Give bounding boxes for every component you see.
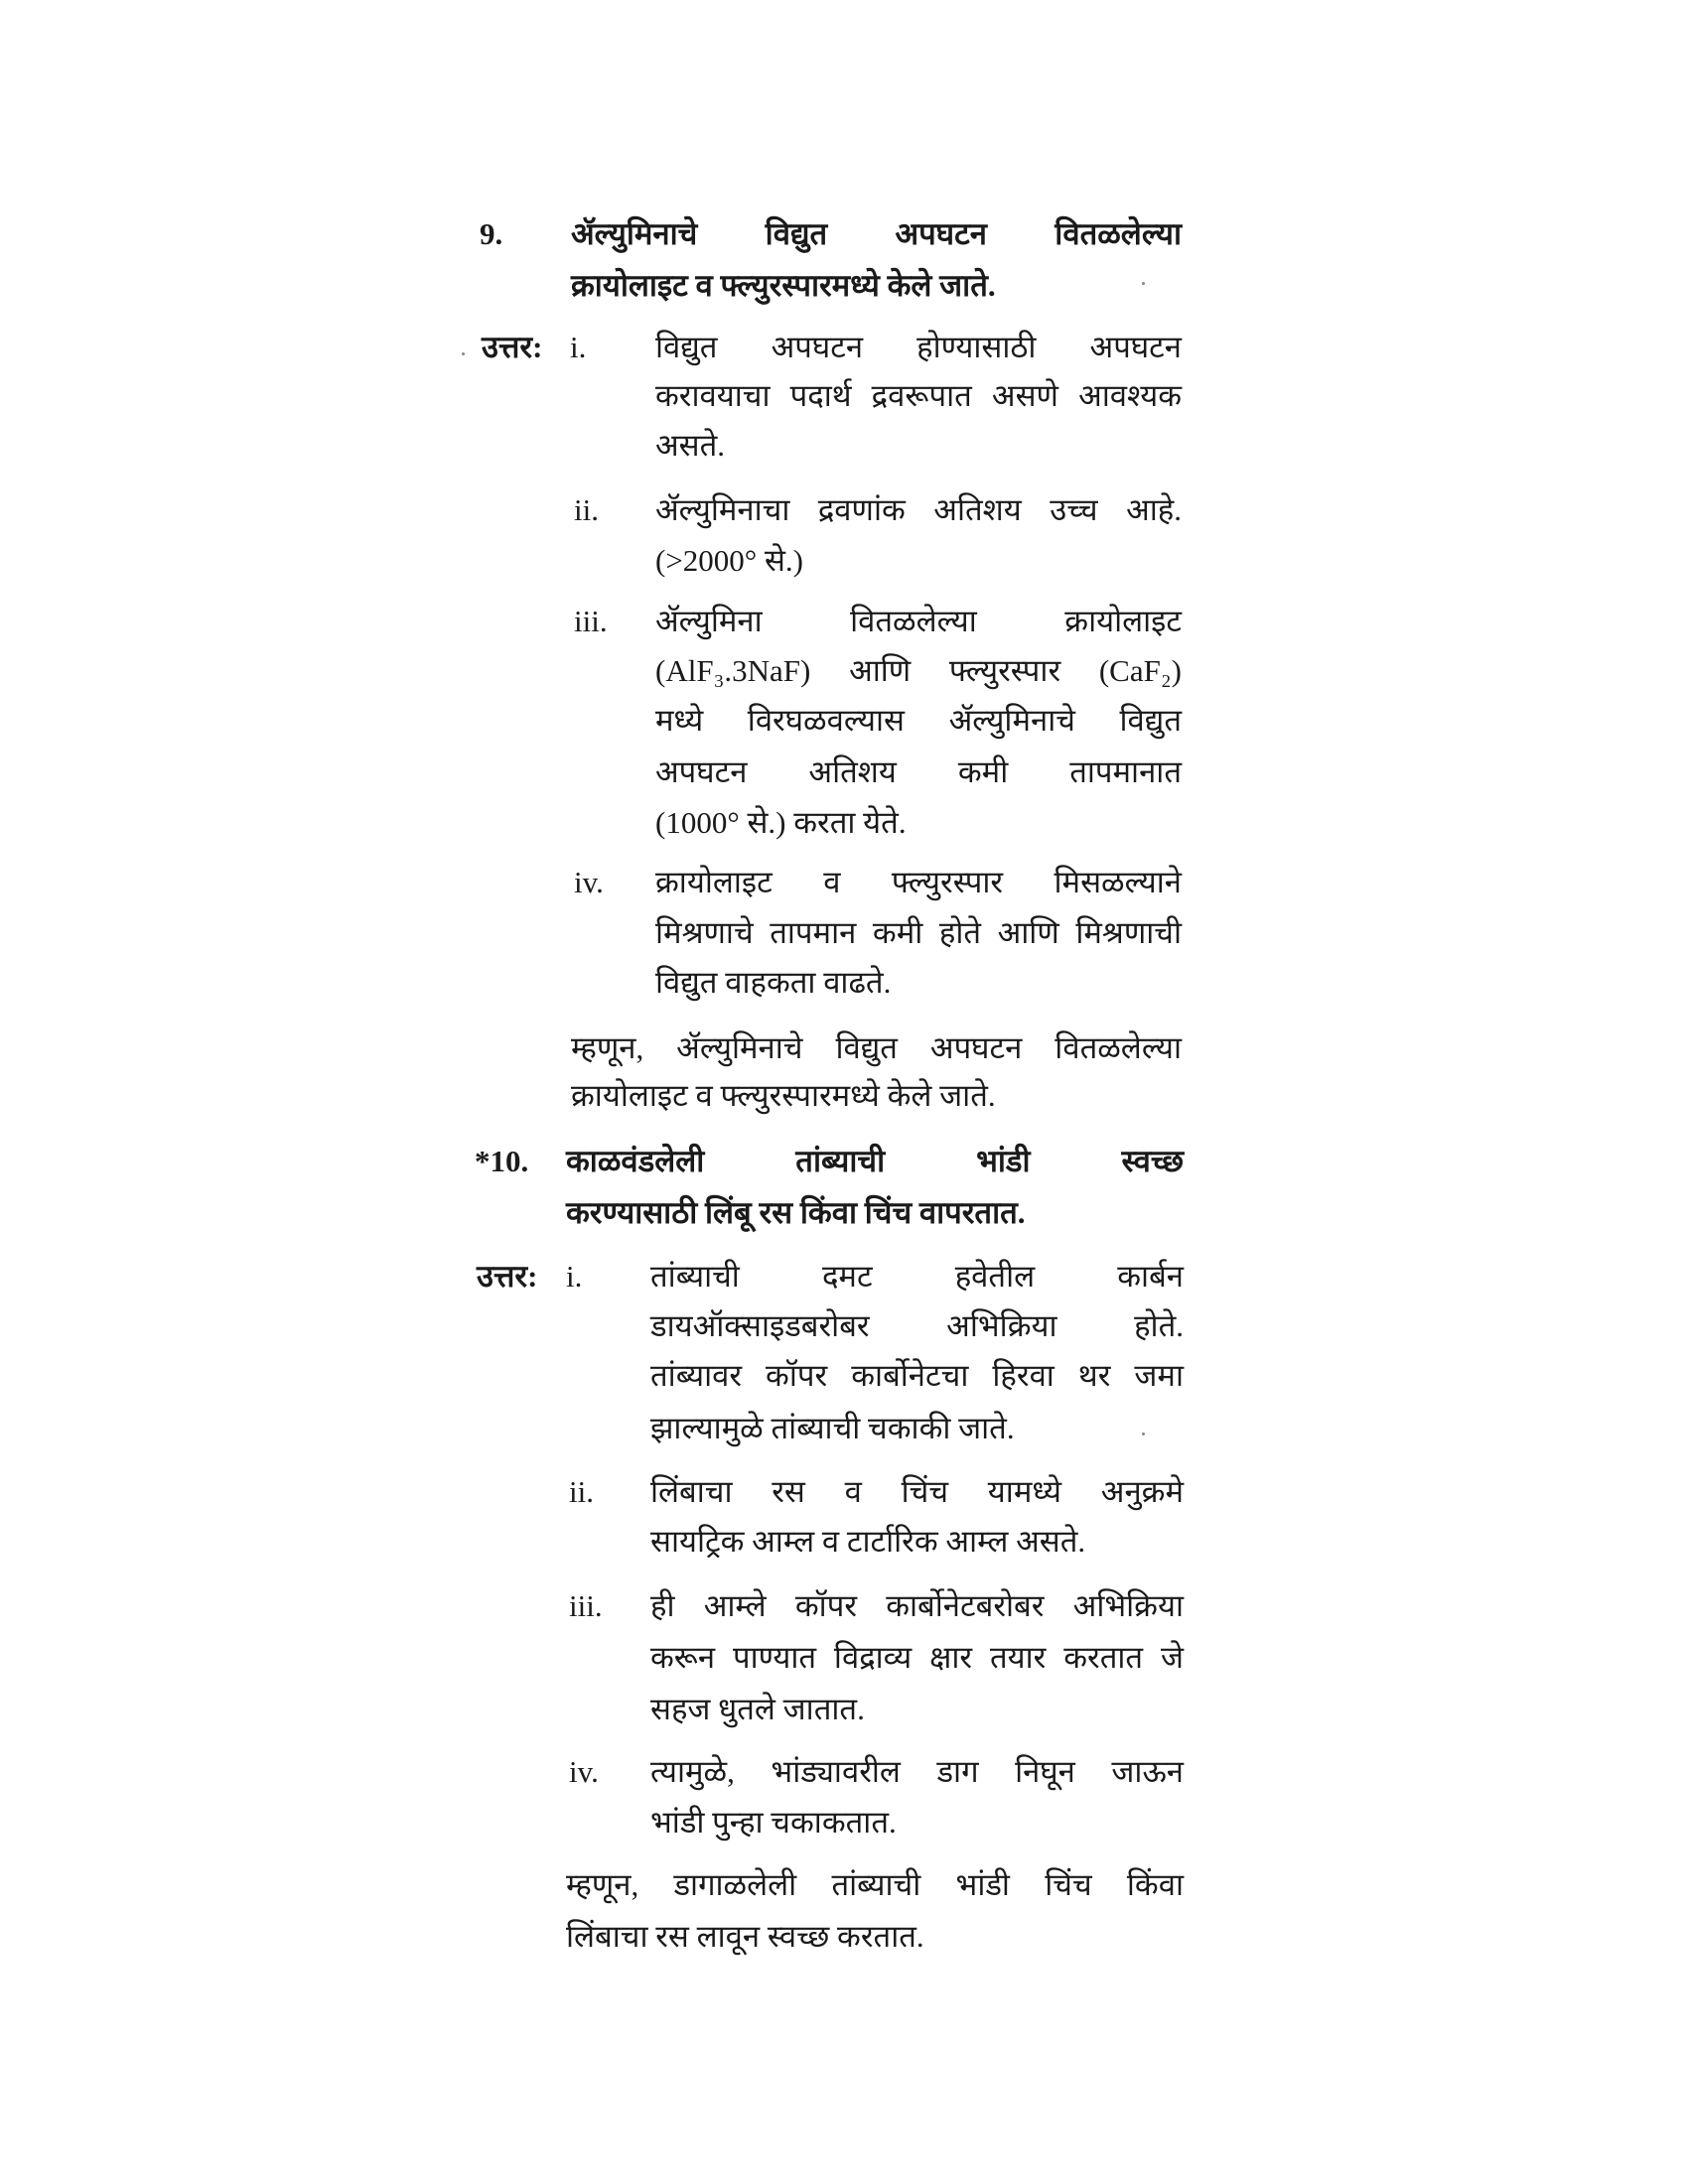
point-label: ii. — [569, 1474, 594, 1509]
point-label: iv. — [569, 1754, 599, 1789]
scan-speck — [1142, 1433, 1145, 1435]
answer-line: अपघटन अतिशय कमी तापमानात — [655, 754, 1182, 789]
answer-line: तांब्याची दमट हवेतील कार्बन — [650, 1259, 1184, 1294]
conclusion-line: क्रायोलाइट व फ्ल्युरस्पारमध्ये केले जाते. — [571, 1078, 996, 1113]
answer-label: उत्तर: — [477, 1259, 538, 1294]
answer-line: करून पाण्यात विद्राव्य क्षार तयार करतात जे — [650, 1640, 1184, 1675]
answer-line: ॲल्युमिना वितळलेल्या क्रायोलाइट — [655, 604, 1182, 638]
point-label: iii. — [574, 604, 608, 638]
point-label: i. — [570, 330, 587, 364]
answer-line: डायऑक्साइडबरोबर अभिक्रिया होते. — [650, 1308, 1184, 1343]
answer-line: (>2000° से.) — [655, 543, 803, 578]
answer-line: मिश्रणाचे तापमान कमी होते आणि मिश्रणाची — [655, 915, 1182, 950]
answer-line: (1000° से.) करता येते. — [655, 805, 907, 840]
question-title-line: ॲल्युमिनाचे विद्युत अपघटन वितळलेल्या — [571, 216, 1182, 251]
answer-line: सहज धुतले जातात. — [650, 1692, 865, 1726]
question-number: *10. — [475, 1144, 529, 1178]
point-label: ii. — [574, 492, 599, 527]
answer-line: विद्युत अपघटन होण्यासाठी अपघटन — [655, 330, 1182, 364]
point-label: iii. — [569, 1588, 603, 1623]
answer-line: (AlF₃.3NaF) आणि फ्ल्युरस्पार (CaF₂) — [655, 653, 1182, 688]
question-title-line: क्रायोलाइट व फ्ल्युरस्पारमध्ये केले जाते. — [571, 268, 996, 303]
answer-label: उत्तर: — [482, 330, 543, 364]
answer-line: ही आम्ले कॉपर कार्बोनेटबरोबर अभिक्रिया — [650, 1588, 1184, 1623]
scan-speck — [462, 352, 465, 355]
answer-line: विद्युत वाहकता वाढते. — [655, 965, 892, 1000]
conclusion-line: म्हणून, डागाळलेली तांब्याची भांडी चिंच किंवा — [566, 1867, 1184, 1902]
answer-line: सायट्रिक आम्ल व टार्टारिक आम्ल असते. — [650, 1524, 1086, 1559]
question-title-line: काळवंडलेली तांब्याची भांडी स्वच्छ — [566, 1144, 1184, 1178]
answer-line: तांब्यावर कॉपर कार्बोनेटचा हिरवा थर जमा — [650, 1358, 1184, 1393]
answer-line: त्यामुळे, भांड्यावरील डाग निघून जाऊन — [650, 1754, 1184, 1789]
answer-line: झाल्यामुळे तांब्याची चकाकी जाते. — [650, 1411, 1015, 1445]
answer-line: ॲल्युमिनाचा द्रवणांक अतिशय उच्च आहे. — [655, 492, 1182, 527]
point-label: i. — [566, 1259, 583, 1294]
answer-line: मध्ये विरघळवल्यास ॲल्युमिनाचे विद्युत — [655, 703, 1182, 738]
conclusion-line: लिंबाचा रस लावून स्वच्छ करतात. — [566, 1919, 924, 1954]
answer-line: असते. — [655, 428, 726, 463]
answer-line: भांडी पुन्हा चकाकतात. — [650, 1805, 897, 1840]
question-number: 9. — [480, 216, 503, 251]
scan-speck — [1142, 282, 1145, 285]
point-label: iv. — [574, 865, 604, 899]
answer-line: क्रायोलाइट व फ्ल्युरस्पार मिसळल्याने — [655, 865, 1182, 899]
answer-line: करावयाचा पदार्थ द्रवरूपात असणे आवश्यक — [655, 378, 1182, 413]
answer-line: लिंबाचा रस व चिंच यामध्ये अनुक्रमे — [650, 1474, 1184, 1509]
question-title-line: करण्यासाठी लिंबू रस किंवा चिंच वापरतात. — [566, 1195, 1026, 1230]
conclusion-line: म्हणून, ॲल्युमिनाचे विद्युत अपघटन वितळलेल्या — [571, 1030, 1182, 1065]
